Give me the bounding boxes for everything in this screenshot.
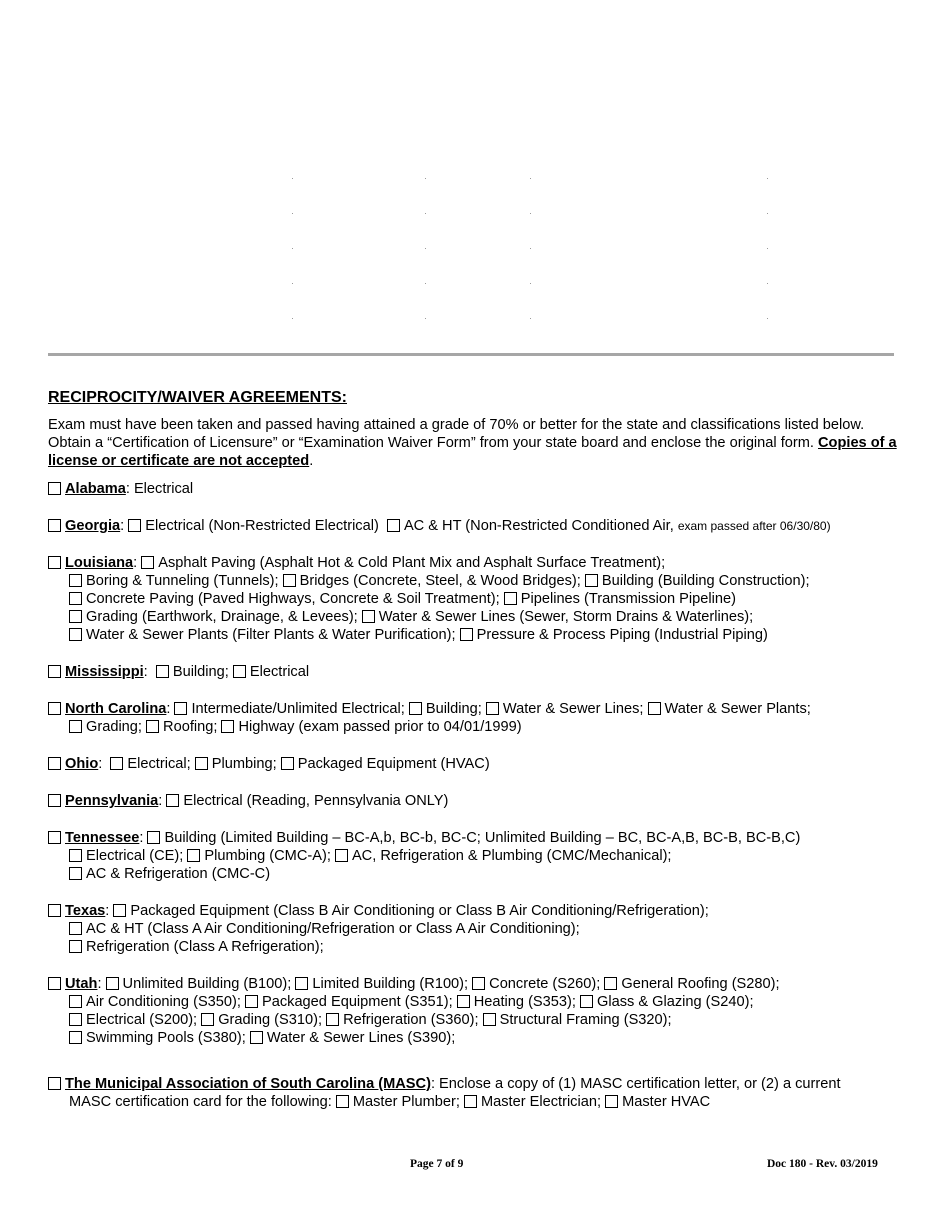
state-entry-pennsylvania: Pennsylvania: Electrical (Reading, Pennsylvania ONLY) bbox=[48, 792, 908, 810]
state-entry-masc bbox=[48, 1075, 908, 1111]
option-label: Concrete (S260); bbox=[489, 976, 601, 992]
option-label: Pressure & Process Piping (Industrial Piping) bbox=[476, 627, 768, 643]
checkbox-louisiana-grading[interactable] bbox=[69, 610, 82, 623]
checkbox-north-carolina[interactable] bbox=[48, 702, 61, 715]
state-entry-georgia: Georgia: Electrical (Non-Restricted Electrical) AC & HT (Non-Restricted Conditioned Air, exam passed after 06/30/80) bbox=[48, 517, 908, 535]
checkbox-louisiana-bridges[interactable] bbox=[283, 574, 296, 587]
state-name-tennessee: Tennessee bbox=[65, 830, 140, 846]
intro-text: Exam must have been taken and passed having attained a grade of 70% or better for the state and classifications listed below. Obtain a “Certification of Licensure” or “Examination Waiver Form” from your state board and enclose the original form. bbox=[48, 417, 865, 451]
option-label: Concrete Paving (Paved Highways, Concrete & Soil Treatment); bbox=[86, 591, 500, 607]
option-label: Heating (S353); bbox=[473, 994, 576, 1010]
checkbox-nc-electrical[interactable] bbox=[174, 702, 187, 715]
option-label: Roofing; bbox=[163, 719, 218, 735]
checkbox-ut-swimming-pools[interactable] bbox=[69, 1031, 82, 1044]
option-label: Limited Building (R100); bbox=[312, 976, 469, 992]
checkbox-ohio[interactable] bbox=[48, 757, 61, 770]
option-label: AC & Refrigeration (CMC-C) bbox=[86, 866, 271, 882]
checkbox-ut-packaged-equipment[interactable] bbox=[245, 995, 258, 1008]
option-label: Air Conditioning (S350); bbox=[86, 994, 241, 1010]
checkbox-tn-plumbing[interactable] bbox=[187, 849, 200, 862]
option-label: AC, Refrigeration & Plumbing (CMC/Mechanical); bbox=[351, 848, 672, 864]
checkbox-ut-grading[interactable] bbox=[201, 1013, 214, 1026]
state-entry-texas: Texas: Packaged Equipment (Class B Air Conditioning or Class B Air Conditioning/Refrigeration); AC & HT (Class A Air Conditioning/Refrigeration or Class A Air Conditioning); Refrigeration (Class A Refrigeration); bbox=[48, 902, 908, 956]
option-label: Packaged Equipment (HVAC) bbox=[297, 756, 490, 772]
option-label: Electrical bbox=[133, 481, 194, 497]
option-label: Intermediate/Unlimited Electrical; bbox=[191, 701, 405, 717]
checkbox-ohio-electrical[interactable] bbox=[110, 757, 123, 770]
option-label: Water & Sewer Lines (Sewer, Storm Drains & Waterlines); bbox=[378, 609, 754, 625]
state-name-pennsylvania: Pennsylvania bbox=[65, 793, 159, 809]
checkbox-ut-air-conditioning[interactable] bbox=[69, 995, 82, 1008]
state-name-utah: Utah bbox=[65, 976, 98, 992]
option-label: Electrical (Non-Restricted Electrical) bbox=[145, 518, 379, 534]
option-label: Water & Sewer Plants (Filter Plants & Water Purification); bbox=[86, 627, 456, 643]
option-label: Master Electrician; bbox=[480, 1094, 602, 1110]
option-label: Unlimited Building (B100); bbox=[122, 976, 292, 992]
state-entry-tennessee: Tennessee: Building (Limited Building – BC-A,b, BC-b, BC-C; Unlimited Building – BC, BC-A,B, BC-B, BC-B,C) Electrical (CE); Plumbing (CMC-A); AC, Refrigeration & Plumbing (CMC/Mechanical); AC & Refrigeration (CMC-C) bbox=[48, 829, 908, 883]
document-revision: Doc 180 - Rev. 03/2019 bbox=[767, 1158, 878, 1170]
option-label: AC & HT (Non-Restricted Conditioned Air, bbox=[403, 518, 674, 534]
option-label: Master HVAC bbox=[622, 1094, 711, 1110]
checkbox-tn-ac-refrigeration-plumbing[interactable] bbox=[335, 849, 348, 862]
checkbox-ut-electrical[interactable] bbox=[69, 1013, 82, 1026]
checkbox-masc-master-hvac[interactable] bbox=[605, 1095, 618, 1108]
masc-instructions: : Enclose a copy of (1) MASC certification letter, or (2) a current bbox=[430, 1076, 841, 1092]
state-entry-mississippi: Mississippi: Building; Electrical bbox=[48, 663, 908, 681]
checkbox-louisiana-water-sewer-lines[interactable] bbox=[362, 610, 375, 623]
state-name-georgia: Georgia bbox=[65, 518, 121, 534]
checkbox-georgia-electrical[interactable] bbox=[128, 519, 141, 532]
checkbox-masc-master-electrician[interactable] bbox=[464, 1095, 477, 1108]
checkbox-ut-structural-framing[interactable] bbox=[483, 1013, 496, 1026]
checkbox-georgia-ac-ht[interactable] bbox=[387, 519, 400, 532]
faint-dot-grid bbox=[0, 0, 950, 340]
option-label: Structural Framing (S320); bbox=[499, 1012, 672, 1028]
state-entry-north-carolina: North Carolina: Intermediate/Unlimited Electrical; Building; Water & Sewer Lines; Water & Sewer Plants; Grading; Roofing; Highway (exam passed prior to 04/01/1999) bbox=[48, 700, 908, 736]
section-divider bbox=[48, 353, 894, 356]
checkbox-nc-grading[interactable] bbox=[69, 720, 82, 733]
checkbox-louisiana-water-sewer-plants[interactable] bbox=[69, 628, 82, 641]
checkbox-ut-glass-glazing[interactable] bbox=[580, 995, 593, 1008]
option-label: Water & Sewer Lines (S390); bbox=[266, 1030, 456, 1046]
checkbox-louisiana-asphalt-paving[interactable] bbox=[141, 556, 154, 569]
state-entry-louisiana: Louisiana: Asphalt Paving (Asphalt Hot & Cold Plant Mix and Asphalt Surface Treatment); Boring & Tunneling (Tunnels); Bridges (Concrete, Steel, & Wood Bridges); Building (Building Construction); Concrete Paving (Paved Highways, Concrete & Soil Treatment); Pipelines (Transmission Pipeline) Grading (Earthwork, Drainage, & Levees); Water & Sewer Lines (Sewer, Storm Drains & Waterlines); Water & Sewer Plants (Filter Plants & Water Purification); Pressure & Process Piping (Industrial Piping) bbox=[48, 554, 908, 644]
checkbox-nc-building[interactable] bbox=[409, 702, 422, 715]
checkbox-ut-limited-building[interactable] bbox=[295, 977, 308, 990]
state-name-texas: Texas bbox=[65, 903, 106, 919]
state-entry-alabama: Alabama: Electrical bbox=[48, 480, 908, 498]
state-entry-ohio: Ohio: Electrical; Plumbing; Packaged Equipment (HVAC) bbox=[48, 755, 908, 773]
checkbox-louisiana[interactable] bbox=[48, 556, 61, 569]
option-note: exam passed after 06/30/80) bbox=[677, 519, 831, 533]
option-label: Electrical; bbox=[127, 756, 191, 772]
option-label: Asphalt Paving (Asphalt Hot & Cold Plant Mix and Asphalt Surface Treatment); bbox=[158, 555, 666, 571]
option-label: Building (Building Construction); bbox=[601, 573, 810, 589]
checkbox-ut-unlimited-building[interactable] bbox=[106, 977, 119, 990]
checkbox-georgia[interactable] bbox=[48, 519, 61, 532]
option-label: Electrical (CE); bbox=[86, 848, 184, 864]
option-label: Water & Sewer Plants; bbox=[664, 701, 811, 717]
intro-paragraph bbox=[48, 416, 908, 470]
checkbox-tx-packaged-equipment[interactable] bbox=[113, 904, 126, 917]
option-label: Electrical bbox=[249, 664, 310, 680]
option-label: Building; bbox=[425, 701, 482, 717]
checkbox-mississippi-electrical[interactable] bbox=[233, 665, 246, 678]
option-label: Building; bbox=[172, 664, 229, 680]
checkbox-masc-master-plumber[interactable] bbox=[336, 1095, 349, 1108]
checkbox-ohio-packaged-equipment[interactable] bbox=[281, 757, 294, 770]
checkbox-nc-highway[interactable] bbox=[221, 720, 234, 733]
checkbox-masc[interactable] bbox=[48, 1077, 61, 1090]
checkbox-tx-ac-ht[interactable] bbox=[69, 922, 82, 935]
state-entry-utah: Utah: Unlimited Building (B100); Limited Building (R100); Concrete (S260); General Roofing (S280); Air Conditioning (S350); Packaged Equipment (S351); Heating (S353); Glass & Glazing (S240); Electrical (S200); Grading (S310); Refrigeration (S360); Structural Framing (S320); Swimming Pools (S380); Water & Sewer Lines (S390); bbox=[48, 975, 908, 1047]
checkbox-ut-refrigeration[interactable] bbox=[326, 1013, 339, 1026]
checkbox-nc-water-sewer-plants[interactable] bbox=[648, 702, 661, 715]
option-label: Building (Limited Building – BC-A,b, BC-b, BC-C; Unlimited Building – BC, BC-A,B, BC-B, BC-B,C) bbox=[164, 830, 801, 846]
page-number: Page 7 of 9 bbox=[410, 1158, 464, 1170]
option-label: Glass & Glazing (S240); bbox=[597, 994, 754, 1010]
option-label: Packaged Equipment (S351); bbox=[262, 994, 453, 1010]
checkbox-mississippi[interactable] bbox=[48, 665, 61, 678]
checkbox-nc-roofing[interactable] bbox=[146, 720, 159, 733]
state-name-ohio: Ohio bbox=[65, 756, 99, 772]
checkbox-ut-heating[interactable] bbox=[457, 995, 470, 1008]
checkbox-ohio-plumbing[interactable] bbox=[195, 757, 208, 770]
checkbox-ut-general-roofing[interactable] bbox=[604, 977, 617, 990]
checkbox-pennsylvania-electrical[interactable] bbox=[166, 794, 179, 807]
checkbox-ut-water-sewer-lines[interactable] bbox=[250, 1031, 263, 1044]
checkbox-tennessee[interactable] bbox=[48, 831, 61, 844]
section-heading: RECIPROCITY/WAIVER AGREEMENTS: bbox=[48, 389, 347, 406]
masc-instructions-cont: MASC certification card for the following: bbox=[69, 1094, 332, 1110]
checkbox-louisiana-pressure-piping[interactable] bbox=[460, 628, 473, 641]
option-label: AC & HT (Class A Air Conditioning/Refrigeration or Class A Air Conditioning); bbox=[86, 921, 580, 937]
checkbox-louisiana-boring[interactable] bbox=[69, 574, 82, 587]
option-label: Plumbing; bbox=[211, 756, 277, 772]
reciprocity-section bbox=[48, 389, 908, 1130]
option-label: Refrigeration (S360); bbox=[343, 1012, 479, 1028]
checkbox-tn-ac-refrigeration[interactable] bbox=[69, 867, 82, 880]
option-label: Electrical (Reading, Pennsylvania ONLY) bbox=[183, 793, 449, 809]
checkbox-tn-building[interactable] bbox=[147, 831, 160, 844]
checkbox-mississippi-building[interactable] bbox=[156, 665, 169, 678]
intro-emphasis: Copies of a license or certificate are not accepted bbox=[48, 435, 897, 469]
option-label: Highway (exam passed prior to 04/01/1999) bbox=[238, 719, 522, 735]
intro-period: . bbox=[309, 453, 314, 469]
checkbox-louisiana-building[interactable] bbox=[585, 574, 598, 587]
option-label: Pipelines (Transmission Pipeline) bbox=[520, 591, 736, 607]
state-name-louisiana: Louisiana bbox=[65, 555, 134, 571]
state-name-masc: The Municipal Association of South Carolina (MASC) bbox=[65, 1076, 431, 1092]
checkbox-nc-water-sewer-lines[interactable] bbox=[486, 702, 499, 715]
checkbox-louisiana-concrete-paving[interactable] bbox=[69, 592, 82, 605]
option-label: Bridges (Concrete, Steel, & Wood Bridges); bbox=[299, 573, 581, 589]
checkbox-alabama[interactable] bbox=[48, 482, 61, 495]
checkbox-ut-concrete[interactable] bbox=[472, 977, 485, 990]
option-label: Electrical (S200); bbox=[86, 1012, 198, 1028]
option-label: Plumbing (CMC-A); bbox=[204, 848, 331, 864]
option-label: Grading (S310); bbox=[218, 1012, 323, 1028]
checkbox-pennsylvania[interactable] bbox=[48, 794, 61, 807]
option-label: Packaged Equipment (Class B Air Conditioning or Class B Air Conditioning/Refrigeration); bbox=[130, 903, 709, 919]
option-label: Grading (Earthwork, Drainage, & Levees); bbox=[86, 609, 358, 625]
checkbox-tx-refrigeration[interactable] bbox=[69, 940, 82, 953]
checkbox-texas[interactable] bbox=[48, 904, 61, 917]
checkbox-utah[interactable] bbox=[48, 977, 61, 990]
option-label: Water & Sewer Lines; bbox=[502, 701, 644, 717]
option-label: General Roofing (S280); bbox=[621, 976, 780, 992]
option-label: Swimming Pools (S380); bbox=[86, 1030, 246, 1046]
option-label: Refrigeration (Class A Refrigeration); bbox=[86, 939, 324, 955]
state-name-mississippi: Mississippi bbox=[65, 664, 144, 680]
checkbox-louisiana-pipelines[interactable] bbox=[504, 592, 517, 605]
option-label: Boring & Tunneling (Tunnels); bbox=[86, 573, 279, 589]
option-label: Grading; bbox=[86, 719, 142, 735]
state-name-north-carolina: North Carolina bbox=[65, 701, 167, 717]
state-name-alabama: Alabama bbox=[65, 481, 126, 497]
checkbox-tn-electrical[interactable] bbox=[69, 849, 82, 862]
option-label: Master Plumber; bbox=[352, 1094, 460, 1110]
